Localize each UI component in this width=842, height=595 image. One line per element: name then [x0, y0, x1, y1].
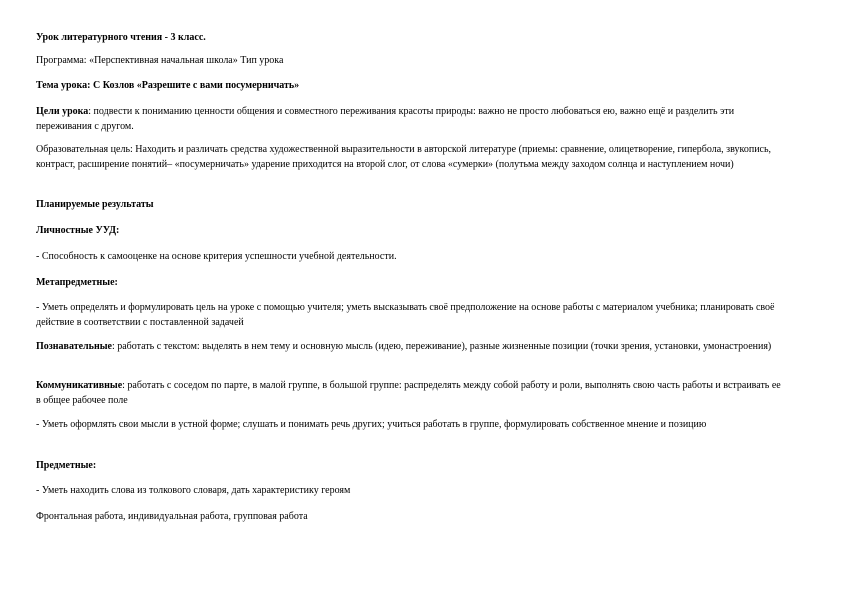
cognitive-text: : работать с текстом: выделять в нем тему и основную мысль (идею, переживание), разные жизненные позиции (точки зрения, установки, умонастроения) — [111, 341, 772, 352]
communicative-text: : работать с соседом по парте, в малой группе, в большой группе: распределять между собой работу и роли, выполнять свою часть работы и встраивать ее в общее рабочее поле — [36, 380, 781, 406]
communicative-text-2: - Уметь оформлять свои мысли в устной форме; слушать и понимать речь других; учиться работать в группе, формулировать собственное мнение и позицию — [36, 419, 707, 430]
personal-uud-text: - Способность к самооценке на основе критерия успешности учебной деятельности. — [36, 251, 397, 262]
subject-text: - Уметь находить слова из толкового словаря, дать характеристику героям — [36, 485, 351, 496]
communicative-paragraph — [36, 378, 786, 408]
goals-paragraph — [36, 104, 786, 134]
goals-text: : подвести к пониманию ценности общения и совместного переживания красоты природы: важно не просто любоваться ею, важно ещё и разделить эти переживания с другом. — [36, 106, 735, 132]
work-forms: Фронтальная работа, индивидуальная работа, групповая работа — [36, 511, 308, 522]
program-line: Программа: «Перспективная начальная школа» Тип урока — [36, 55, 284, 66]
cognitive-label: Познавательные — [36, 341, 112, 352]
lesson-title: Урок литературного чтения - 3 класс. — [36, 32, 206, 43]
educational-goal: Образовательная цель: Находить и различать средства художественной выразительности в авторской литературе (приемы: сравнение, олицетворение, гипербола, звукопись, контраст, расширение понятий– «посумерничать» ударение приходится на второй слог, от слова «сумерки» (полутьма между заходом солнца и наступлением ночи) — [36, 144, 772, 170]
goals-label: Цели урока — [36, 106, 89, 117]
subject-heading: Предметные: — [36, 460, 97, 471]
personal-uud-heading: Личностные УУД: — [36, 225, 120, 236]
communicative-label: Коммуникативные — [36, 380, 123, 391]
meta-subject-heading: Метапредметные: — [36, 277, 118, 288]
lesson-topic: Тема урока: С Козлов «Разрешите с вами посумерничать» — [36, 80, 300, 91]
meta-subject-text: - Уметь определять и формулировать цель на уроке с помощью учителя; уметь высказывать своё предположение на основе работы с материалом учебника; планировать своё действие в соответствии с поставленной задачей — [36, 302, 775, 328]
cognitive-paragraph — [36, 339, 786, 354]
planned-results-heading: Планируемые результаты — [36, 199, 154, 210]
